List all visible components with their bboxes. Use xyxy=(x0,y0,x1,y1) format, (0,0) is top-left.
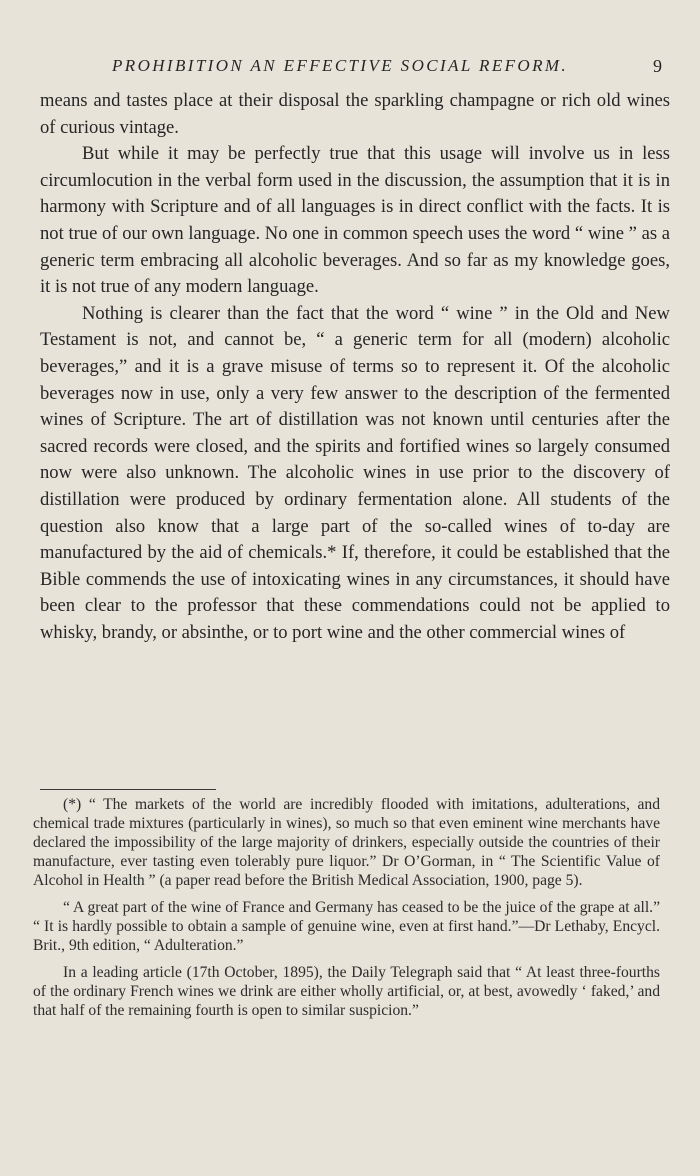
paragraph: But while it may be perfectly true that this usage will involve us in less circumlocution in the verbal form used in the discussion, the assumption that it is in harmony with Scripture and of all languages is in direct conflict with the facts. It is not true of our own language. No one in common speech uses the word “ wine ” as a generic term embracing all alcoholic beverages. And so far as my knowledge goes, it is not true of any modern language. xyxy=(40,143,670,298)
footnote: (*) “ The markets of the world are incredibly flooded with imitations, adulterations, and chemical trade mixtures (particularly in wines), so much so that even eminent wine merchants have declared the impossibility of the large majority of drinkers, especially outside the countries of their manufacture, ever tasting even tolerably pure liquor.” Dr O’Gorman, in “ The Scientific Value of Alcohol in Health ” (a paper read before the British Medical Association, 1900, page 5). xyxy=(33,796,660,889)
running-head: PROHIBITION AN EFFECTIVE SOCIAL REFORM. xyxy=(112,56,569,75)
body-text xyxy=(40,88,670,646)
footnote: “ A great part of the wine of France and Germany has ceased to be the juice of the grape at all.” “ It is hardly possible to obtain a sample of genuine wine, even at first hand.”—Dr Lethaby, Encycl. Brit., 9th edition, “ Adulteration.” xyxy=(33,899,660,954)
page-number: 9 xyxy=(653,56,662,76)
paragraph-continued: means and tastes place at their disposal the sparkling champagne or rich old wines of curious vintage. xyxy=(40,90,670,138)
footnote: In a leading article (17th October, 1895), the Daily Telegraph said that “ At least three-fourths of the ordinary French wines we drink are either wholly artificial, or, at best, avowedly ‘ faked,’ and that half of the remaining fourth is open to similar suspicion.” xyxy=(33,964,660,1019)
footnote-rule xyxy=(40,789,216,790)
paragraph: Nothing is clearer than the fact that the word “ wine ” in the Old and New Testament is not, and cannot be, “ a generic term for all (modern) alcoholic beverages,” and it is a grave misuse of terms so to represent it. Of the alcoholic beverages now in use, only a very few answer to the description of the fermented wines of Scripture. The art of distillation was not known until centuries after the sacred records were closed, and the spirits and fortified wines so largely consumed now were also unknown. The alcoholic wines in use prior to the discovery of distillation were produced by ordinary fermentation alone. All students of the question also know that a large part of the so-called wines of to-day are manufactured by the aid of chemicals.* If, therefore, it could be established that the Bible commends the use of intoxicating wines in any circumstances, it should have been clear to the professor that these commendations could not be applied to whisky, brandy, or absinthe, or to port wine and the other commercial wines of xyxy=(40,302,670,643)
page-header xyxy=(36,56,672,80)
footnotes xyxy=(33,795,660,1028)
